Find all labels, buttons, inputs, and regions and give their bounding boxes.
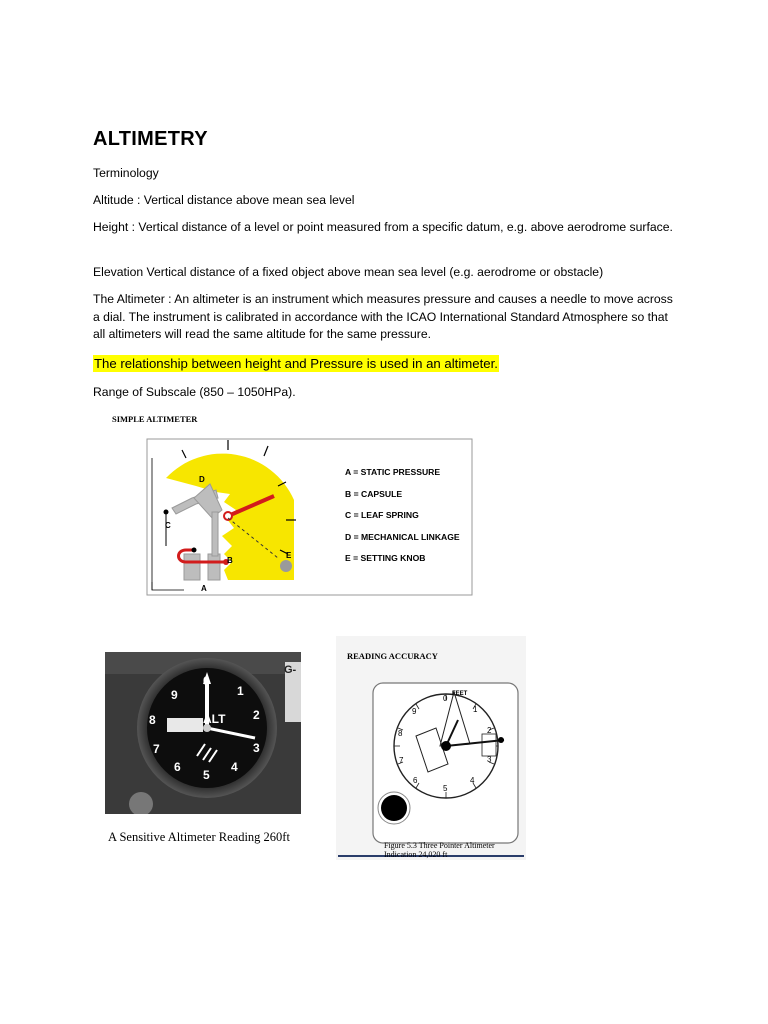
dial-numeral-8: 8 [149,713,156,727]
reading-numeral-1: 1 [473,705,478,714]
legend-item-static-pressure: A = STATIC PRESSURE [345,467,441,477]
height-definition: Height : Vertical distance of a level or point measured from a specific datum, e.g. above aerodrome surface. [93,220,673,234]
letter-b: B [227,556,233,565]
corner-registration-text: G- [284,664,297,676]
dial-numeral-7: 7 [153,742,160,756]
altitude-definition: Altitude : Vertical distance above mean sea level [93,193,355,207]
letter-e: E [286,551,292,560]
reading-numeral-6: 6 [413,776,418,785]
reading-numeral-9: 9 [412,707,417,716]
dial-numeral-4: 4 [231,760,238,774]
reading-accuracy-caption [384,841,514,859]
reading-numeral-2: 2 [487,726,492,735]
elevation-definition: Elevation Vertical distance of a fixed object above mean sea level (e.g. aerodrome or obstacle) [93,265,604,279]
legend-item-capsule: B = CAPSULE [345,488,403,499]
page-title: ALTIMETRY [93,128,208,150]
reading-caption-line-2: Indication 24,020 ft [384,850,448,859]
letter-d: D [199,475,205,484]
dial-numeral-0: 0 [203,674,210,688]
reading-accuracy-title: READING ACCURACY [347,651,438,661]
letter-a: A [201,584,207,593]
subscale-range: Range of Subscale (850 – 1050HPa). [93,385,296,399]
highlighted-sentence: The relationship between height and Pressure is used in an altimeter. [94,356,498,371]
alt-label: ALT [203,712,226,726]
highlight-paragraph [93,355,683,374]
legend-item-setting-knob: E = SETTING KNOB [345,553,426,563]
dial-numeral-1: 1 [237,684,244,698]
feet-label: FEET [452,691,468,697]
letter-c: C [165,521,171,530]
reading-numeral-0: 0 [443,694,448,703]
reading-accuracy-figure [336,636,526,860]
reading-numeral-3: 3 [487,755,492,764]
reading-numeral-7: 7 [399,756,404,765]
terminology-heading: Terminology [93,166,159,180]
reading-numeral-8: 8 [398,729,403,738]
reading-numeral-4: 4 [470,776,475,785]
legend-item-mechanical-linkage: D = MECHANICAL LINKAGE [345,531,460,542]
reading-numeral-5: 5 [443,784,448,793]
dial-numeral-9: 9 [171,688,178,702]
dial-numeral-3: 3 [253,741,260,755]
dial-numeral-6: 6 [174,760,181,774]
dial-numeral-5: 5 [203,768,210,782]
dial-numeral-2: 2 [253,708,260,722]
simple-altimeter-legend [345,462,460,570]
simple-altimeter-title: SIMPLE ALTIMETER [112,414,198,424]
altimeter-definition: The Altimeter : An altimeter is an instrument which measures pressure and causes a needle to move across a dial. The instrument is calibrated in accordance with the ICAO International Standard Atmosphere so that all altimeters will read the same altitude for the same pressure. [93,292,673,341]
reading-caption-line-1: Figure 5.3 Three Pointer Altimeter [384,841,495,850]
legend-item-leaf-spring: C = LEAF SPRING [345,510,419,520]
sensitive-altimeter-caption: A Sensitive Altimeter Reading 260ft [108,830,290,844]
